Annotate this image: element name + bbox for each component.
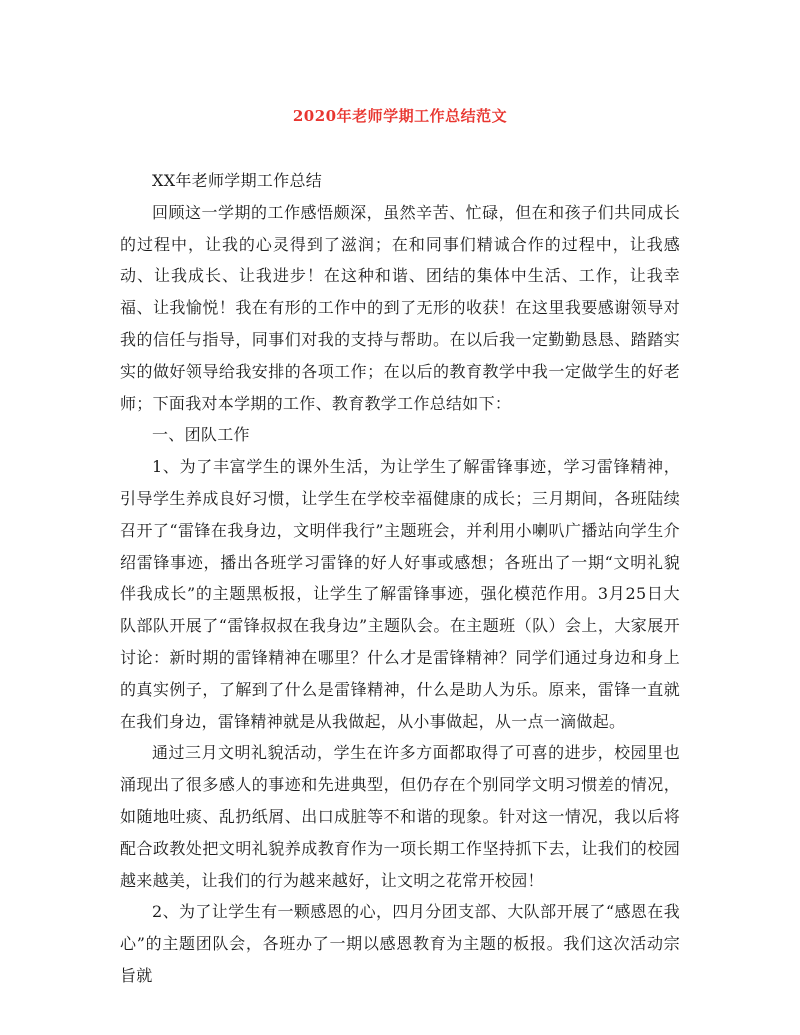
- item-1-paragraph: 1、为了丰富学生的课外生活，为让学生了解雷锋事迹，学习雷锋精神，引导学生养成良好习惯，让学生在学校幸福健康的成长；三月期间，各班陆续召开了“雷锋在我身边，文明伴我行”主题班会，并利用小喇叭广播站向学生介绍雷锋事迹，播出各班学习雷锋的好人好事或感想；各班出了一期“文明礼貌伴我成长”的主题黑板报，让学生了解雷锋事迹，强化模范作用。3月25日大队部队开展了“雷锋叔叔在我身边”主题队会。在主题班（队）会上，大家展开讨论：新时期的雷锋精神在哪里？什么才是雷锋精神？同学们通过身边和身上的真实例子，了解到了什么是雷锋精神，什么是助人为乐。原来，雷锋一直就在我们身边，雷锋精神就是从我做起，从小事做起，从一点一滴做起。: [120, 457, 680, 731]
- section-heading: 一、团队工作: [152, 425, 250, 445]
- document-title: 2020年老师学期工作总结范文: [292, 107, 508, 125]
- item-2-paragraph: 2、为了让学生有一颗感恩的心，四月分团支部、大队部开展了“感恩在我心”的主题团队会，各班办了一期以感恩教育为主题的板报。我们这次活动宗旨就: [120, 902, 680, 985]
- intro-paragraph: 回顾这一学期的工作感悟颇深，虽然辛苦、忙碌，但在和孩子们共同成长的过程中，让我的心灵得到了滋润；在和同事们精诚合作的过程中，让我感动、让我成长、让我进步！在这种和谐、团结的集体中生活、工作，让我幸福、让我愉悦！我在有形的工作中的到了无形的收获！在这里我要感谢领导对我的信任与指导，同事们对我的支持与帮助。在以后我一定勤勤恳恳、踏踏实实的做好领导给我安排的各项工作；在以后的教育教学中我一定做学生的好老师；下面我对本学期的工作、教育教学工作总结如下：: [120, 202, 680, 413]
- subtitle-paragraph: XX年老师学期工作总结: [152, 171, 323, 190]
- civility-paragraph: 通过三月文明礼貌活动，学生在许多方面都取得了可喜的进步，校园里也涌现出了很多感人的事迹和先进典型，但仍存在个别同学文明习惯差的情况，如随地吐痰、乱扔纸屑、出口成脏等不和谐的现象。针对这一情况，我以后将配合政教处把文明礼貌养成教育作为一项长期工作坚持抓下去，让我们的校园越来越美，让我们的行为越来越好，让文明之花常开校园！: [120, 743, 680, 890]
- document-body: [120, 165, 680, 992]
